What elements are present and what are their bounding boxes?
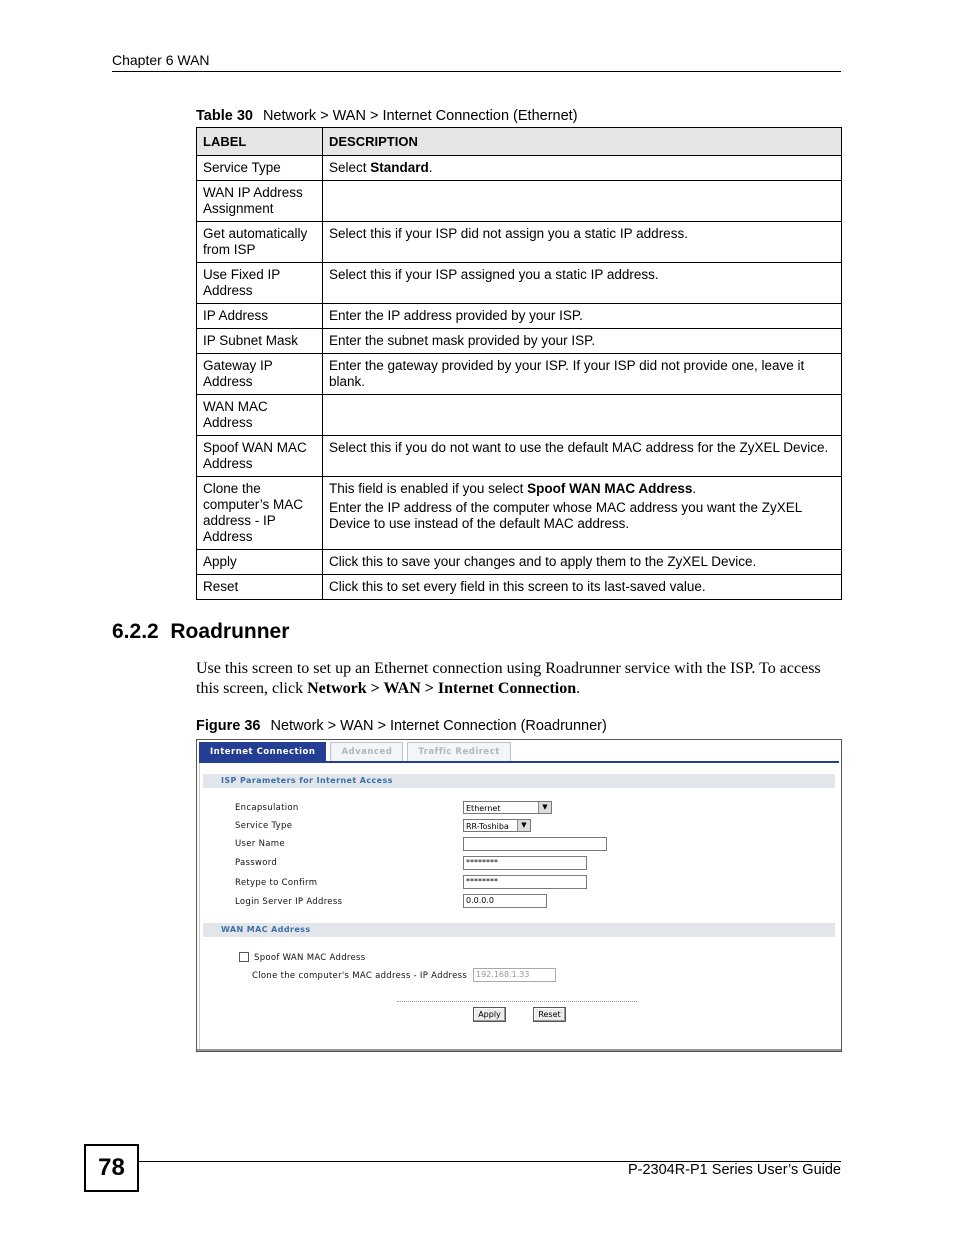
header-rule: [112, 71, 841, 72]
clone-mac-ip-input[interactable]: 192.168.1.33: [473, 968, 556, 982]
menu-path: Network > WAN > Internet Connection: [307, 680, 577, 697]
row-label: Service Type: [197, 156, 323, 181]
table-row: [197, 550, 842, 575]
section-paragraph: Use this screen to set up an Ethernet connection using Roadrunner service with the ISP. To access this screen, click Network > WAN > Internet Connection.: [196, 660, 821, 697]
row-label: Reset: [197, 575, 323, 600]
table-caption: [196, 108, 578, 124]
table-header-row: [197, 128, 842, 156]
figure-caption-title: Network > WAN > Internet Connection (Roadrunner): [270, 718, 607, 734]
retype-password-input[interactable]: ********: [463, 875, 587, 889]
row-label: Apply: [197, 550, 323, 575]
settings-table: [196, 127, 842, 600]
column-header-description: DESCRIPTION: [323, 128, 842, 156]
column-header-label: LABEL: [197, 128, 323, 156]
service-type-label: Service Type: [235, 821, 293, 831]
divider: [397, 1001, 637, 1002]
figure-caption: [196, 718, 607, 734]
table-row: [197, 477, 842, 550]
guide-title: P-2304R-P1 Series User’s Guide: [627, 1162, 841, 1178]
section-number: 6.2.2: [112, 620, 159, 643]
password-label: Password: [235, 858, 278, 868]
password-input[interactable]: ********: [463, 856, 587, 870]
row-description: Enter the IP address provided by your ISP.: [323, 304, 842, 329]
row-label: WAN IP Address Assignment: [197, 181, 323, 222]
tab-bar: [199, 742, 511, 761]
row-description: Select this if your ISP assigned you a static IP address.: [323, 263, 842, 304]
page-number: 78: [84, 1144, 139, 1192]
roadrunner-screenshot: [196, 739, 842, 1052]
spoof-wan-mac-label: Spoof WAN MAC Address: [254, 953, 366, 963]
tab-underline: [199, 761, 839, 763]
chapter-header: Chapter 6 WAN: [112, 52, 210, 68]
row-label: Spoof WAN MAC Address: [197, 436, 323, 477]
row-label: IP Subnet Mask: [197, 329, 323, 354]
table-row: [197, 329, 842, 354]
row-description: Select this if your ISP did not assign you a static IP address.: [323, 222, 842, 263]
encapsulation-label: Encapsulation: [235, 803, 299, 813]
login-server-ip-input[interactable]: 0.0.0.0: [463, 894, 547, 908]
row-label: IP Address: [197, 304, 323, 329]
table-row: [197, 436, 842, 477]
row-description: Enter the subnet mask provided by your ISP.: [323, 329, 842, 354]
table-row: [197, 222, 842, 263]
row-label: Gateway IP Address: [197, 354, 323, 395]
tab-internet-connection[interactable]: Internet Connection: [199, 742, 326, 762]
frame-bottom: [197, 1049, 841, 1051]
apply-button[interactable]: Apply: [473, 1007, 506, 1022]
table-row: [197, 575, 842, 600]
section-heading: [112, 620, 289, 644]
table-caption-number: Table 30: [196, 108, 253, 124]
row-description: Select Standard.: [323, 156, 842, 181]
row-description: Click this to save your changes and to apply them to the ZyXEL Device.: [323, 550, 842, 575]
row-label: Get automatically from ISP: [197, 222, 323, 263]
table-row: [197, 181, 842, 222]
row-description: Click this to set every field in this screen to its last-saved value.: [323, 575, 842, 600]
tab-traffic-redirect[interactable]: Traffic Redirect: [407, 742, 510, 762]
chevron-down-icon: ▼: [517, 820, 530, 831]
row-description: This field is enabled if you select Spoof WAN MAC Address. Enter the IP address of the computer whose MAC address you want the ZyXEL Device to use instead of the default MAC address.: [323, 477, 842, 550]
table-row: [197, 156, 842, 181]
wan-mac-band: WAN MAC Address: [203, 923, 835, 937]
row-label: Use Fixed IP Address: [197, 263, 323, 304]
isp-parameters-band: ISP Parameters for Internet Access: [203, 774, 835, 788]
user-name-input[interactable]: [463, 837, 607, 851]
row-description: Select this if you do not want to use the default MAC address for the ZyXEL Device.: [323, 436, 842, 477]
row-description: [323, 395, 842, 436]
table-row: [197, 395, 842, 436]
reset-button[interactable]: Reset: [533, 1007, 566, 1022]
row-description: [323, 181, 842, 222]
table-row: [197, 304, 842, 329]
table-row: [197, 263, 842, 304]
panel-edge: [199, 763, 200, 1049]
row-label: WAN MAC Address: [197, 395, 323, 436]
encapsulation-select[interactable]: Ethernet ▼: [463, 801, 552, 814]
table-caption-title: Network > WAN > Internet Connection (Ethernet): [262, 108, 578, 124]
table-row: [197, 354, 842, 395]
tab-advanced[interactable]: Advanced: [330, 742, 403, 762]
clone-mac-label: Clone the computer's MAC address - IP Address: [252, 971, 468, 981]
retype-label: Retype to Confirm: [235, 878, 318, 888]
login-server-label: Login Server IP Address: [235, 897, 343, 907]
service-type-select[interactable]: RR-Toshiba ▼: [463, 819, 531, 832]
row-description: Enter the gateway provided by your ISP. If your ISP did not provide one, leave it blank.: [323, 354, 842, 395]
spoof-wan-mac-checkbox[interactable]: [239, 952, 249, 962]
section-title: Roadrunner: [170, 620, 290, 643]
row-label: Clone the computer’s MAC address - IP Address: [197, 477, 323, 550]
figure-caption-number: Figure 36: [196, 718, 261, 734]
chevron-down-icon: ▼: [538, 802, 551, 813]
user-name-label: User Name: [235, 839, 285, 849]
